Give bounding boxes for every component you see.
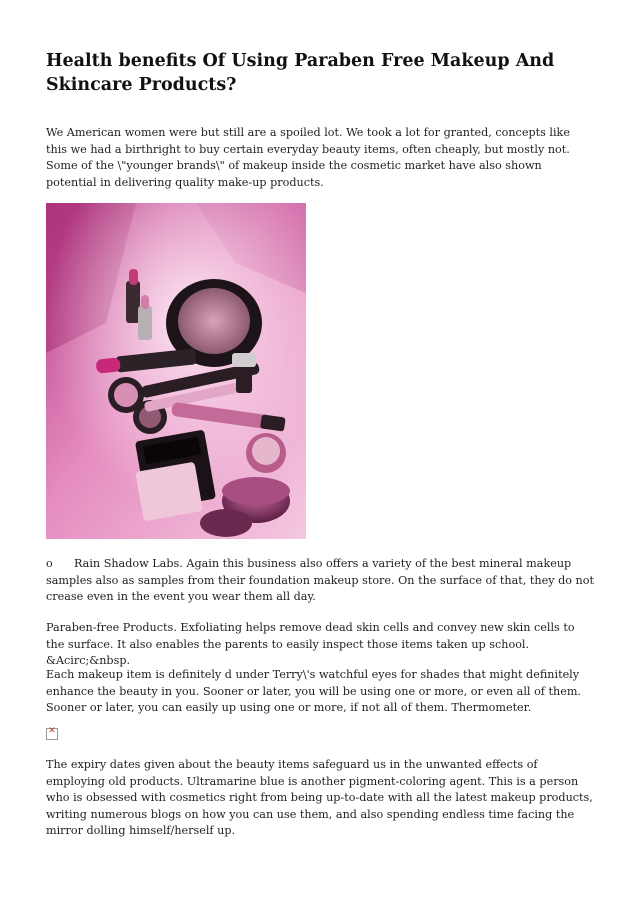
article-title: Health benefits Of Using Paraben Free Makeup And Skincare Products?	[46, 51, 555, 95]
broken-image-glyph: ✕	[48, 726, 56, 736]
makeup-products-photo	[46, 203, 306, 539]
paragraph-rain-shadow-labs-text: Rain Shadow Labs. Again this business also offers a variety of the best mineral makeup samples also as samples from their foundation makeup store. On the surface of that, they do not crease even in the event you wear them all day.	[46, 557, 594, 603]
broken-image-icon	[46, 728, 58, 740]
paragraph-expiry-dates: The expiry dates given about the beauty items safeguard us in the unwanted effects of employing old products. Ultramarine blue is another pigment-coloring agent. This is a person who is obsessed with cosmetics right from being up-to-date with all the latest makeup products, writing numerous blogs on how you can use them, and also spending endless time facing the mirror dolling himself/herself up.	[46, 758, 593, 837]
paragraph-intro: We American women were but still are a spoiled lot. We took a lot for granted, concepts like this we had a birthright to buy certain everyday beauty items, often cheaply, but mostly not. Some of the \"younger brands\" of makeup inside the cosmetic market have also shown potential in delivering quality make-up products.	[46, 126, 570, 189]
bullet-marker: o	[46, 557, 53, 570]
paragraph-terry: Each makeup item is definitely d under Terry\'s watchful eyes for shades that might definitely enhance the beauty in you. Sooner or later, you will be using one or more, or even all of them. Sooner or later, you can easily up using one or more, if not all of them. Thermometer.	[46, 668, 581, 714]
paragraph-paraben-free: Paraben-free Products. Exfoliating helps remove dead skin cells and convey new skin cells to the surface. It also enables the parents to easily inspect those items taken up school. &Acirc;&nbsp.	[46, 621, 575, 667]
paragraph-rain-shadow-labs	[46, 556, 594, 606]
